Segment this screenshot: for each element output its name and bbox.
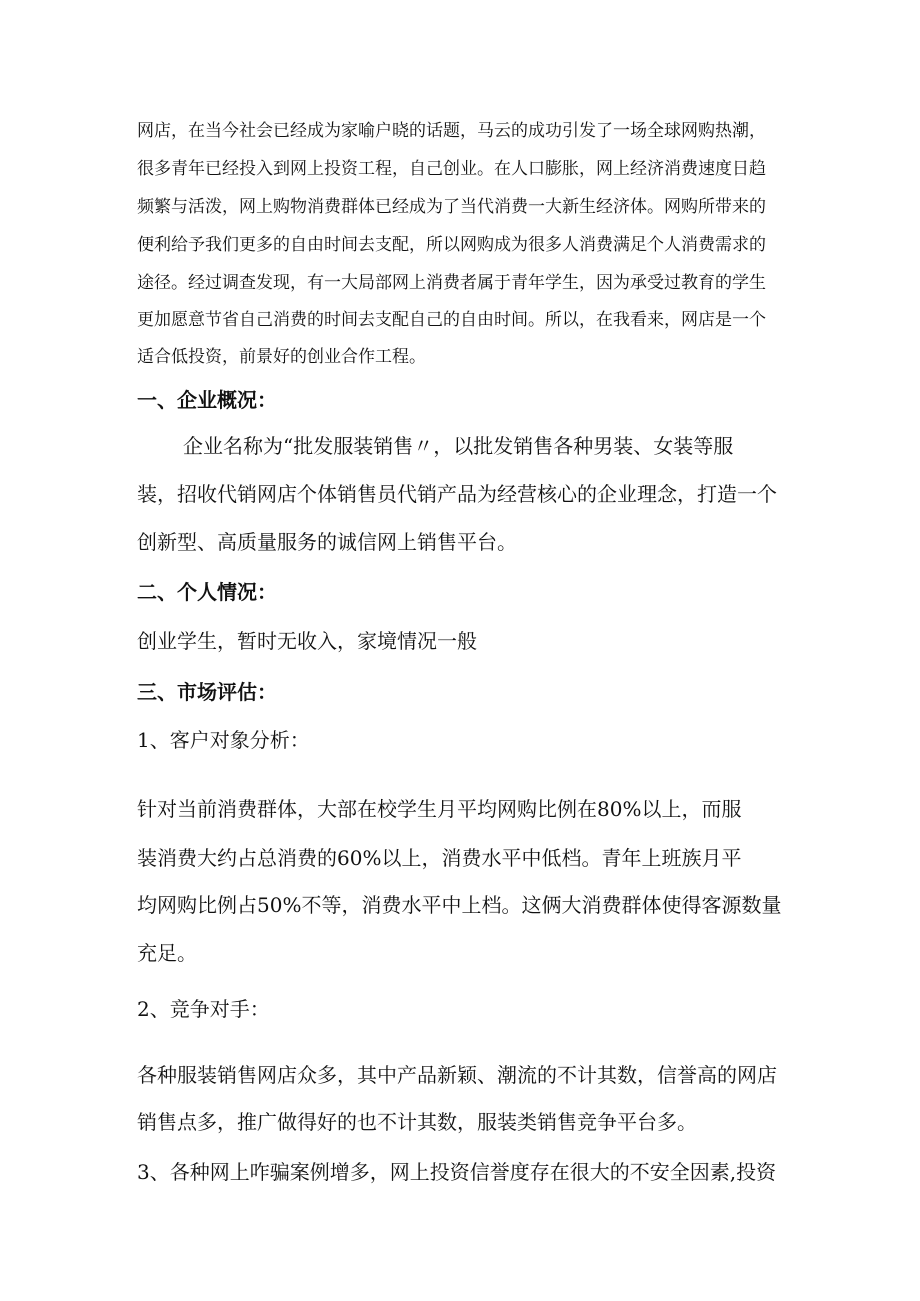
customers-line-3: 均网购比例占50%不等，消费水平中上档。这俩大消费群体使得客源数量 <box>137 893 782 917</box>
intro-line-7: 适合低投资，前景好的创业合作工程。 <box>137 347 426 367</box>
customers-line-1: 针对当前消费群体，大部在校学生月平均网购比例在80%以上，而服 <box>137 797 742 821</box>
subsection-title-risk: 3、各种网上咋骗案例增多，网上投资信誉度存在很大的不安全因素,投资 <box>137 1160 777 1184</box>
intro-line-6: 更加愿意节省自己消费的时间去支配自己的自由时间。所以，在我看来，网店是一个 <box>137 310 766 330</box>
intro-line-3: 频繁与活泼，网上购物消费群体已经成为了当代消费一大新生经济体。网购所带来的 <box>137 197 766 217</box>
subsection-title-competitors: 2、竞争对手： <box>137 997 270 1021</box>
company-line-3: 创新型、高质量服务的诚信网上销售平台。 <box>137 530 517 554</box>
intro-line-2: 很多青年已经投入到网上投资工程，自己创业。在人口膨胀，网上经济消费速度日趋 <box>137 159 766 179</box>
intro-line-5: 途径。经过调查发现，有一大局部网上消费者属于青年学生，因为承受过教育的学生 <box>137 273 766 293</box>
competitors-line-2: 销售点多，推广做得好的也不计其数，服装类销售竞争平台多。 <box>137 1110 697 1134</box>
customers-line-4: 充足。 <box>137 941 197 965</box>
company-line-2: 装，招收代销网店个体销售员代销产品为经营核心的企业理念，打造一个 <box>137 482 777 506</box>
section-heading-personal: 二、个人情况： <box>137 580 277 604</box>
intro-line-1: 网店，在当今社会已经成为家喻户晓的话题，马云的成功引发了一场全球网购热潮， <box>137 121 766 141</box>
customers-line-2: 装消费大约占总消费的60%以上，消费水平中低档。青年上班族月平 <box>137 846 742 870</box>
subsection-title-customers: 1、客户对象分析： <box>137 728 310 752</box>
section-heading-market: 三、市场评估： <box>137 680 277 704</box>
company-line-1: 企业名称为“批发服装销售〃，以批发销售各种男装、女装等服 <box>183 434 734 458</box>
personal-text: 创业学生，暂时无收入，家境情况一般 <box>137 629 477 653</box>
section-heading-company: 一、企业概况： <box>137 388 277 412</box>
competitors-line-1: 各种服装销售网店众多，其中产品新颖、潮流的不计其数，信誉高的网店 <box>137 1063 777 1087</box>
intro-line-4: 便利给予我们更多的自由时间去支配，所以网购成为很多人消费满足个人消费需求的 <box>137 235 766 255</box>
